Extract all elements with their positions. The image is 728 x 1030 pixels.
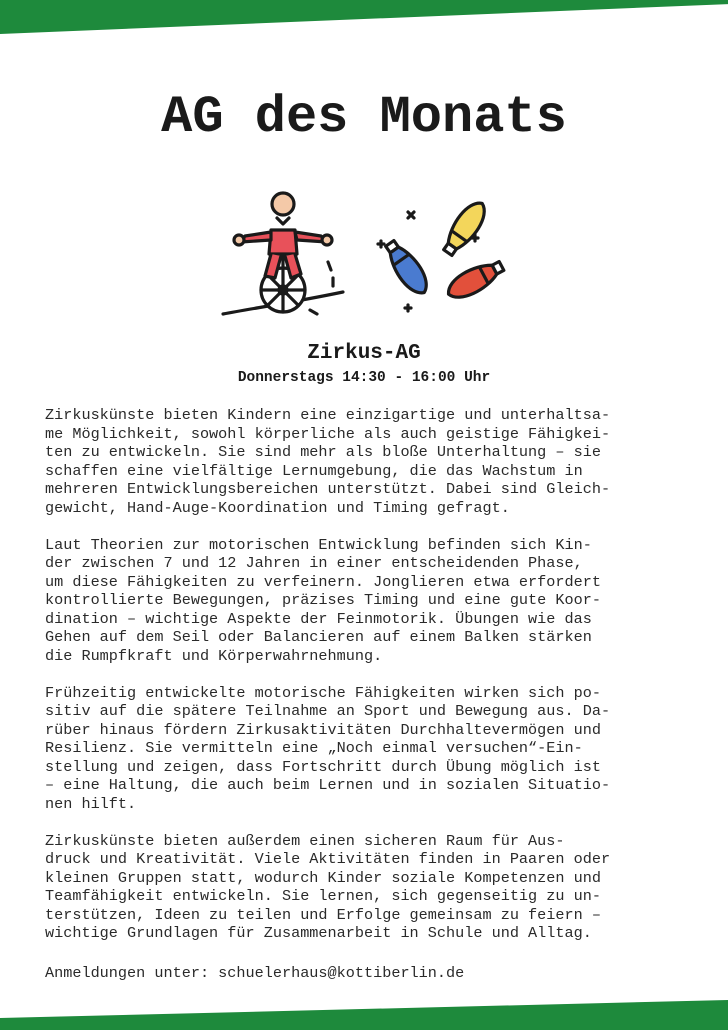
paragraph: [45, 536, 685, 666]
text-line: kontrollierte Bewegungen, präzises Timing und eine gute Koor-: [45, 591, 601, 609]
text-line: wichtige Grundlagen für Zusammenarbeit in Schule und Alltag.: [45, 924, 592, 942]
text-line: Resilienz. Sie vermitteln eine „Noch einmal versuchen“-Ein-: [45, 739, 583, 757]
text-line: der zwischen 7 und 12 Jahren in einer entscheidenden Phase,: [45, 554, 583, 572]
text-line: Zirkuskünste bieten Kindern eine einzigartige und unterhaltsa-: [45, 406, 611, 424]
text-line: Teamfähigkeit entwickeln. Sie lernen, sich gegenseitig zu un-: [45, 887, 601, 905]
text-line: stellung und zeigen, dass Fortschritt durch Übung möglich ist: [45, 757, 601, 776]
text-line: nen hilft.: [45, 794, 137, 813]
unicycle-acrobat-icon: [223, 193, 343, 314]
text-line: rüber hinaus fördern Zirkusaktivitäten Durchhaltevermögen und: [45, 720, 601, 739]
text-line: dination – wichtige Aspekte der Feinmotorik. Übungen wie das: [45, 609, 592, 628]
paragraph-gap: [45, 665, 685, 684]
circus-illustration: [215, 190, 515, 325]
text-line: terstützen, Ideen zu teilen und Erfolge gemeinsam zu feiern –: [45, 905, 601, 924]
text-line: gewicht, Hand-Auge-Koordination und Timing gefragt.: [45, 498, 510, 517]
text-line: Gehen auf dem Seil oder Balancieren auf einem Balken stärken: [45, 628, 592, 646]
text-line: – eine Haltung, die auch beim Lernen und in sozialen Situatio-: [45, 776, 611, 794]
text-line: ten zu entwickeln. Sie sind mehr als bloße Unterhaltung – sie: [45, 443, 601, 461]
paragraph-gap: [45, 813, 685, 832]
top-green-band: [0, 0, 728, 34]
contact-info: Anmeldungen unter: schuelerhaus@kottiberlin.de: [45, 964, 465, 982]
paragraph: [45, 684, 685, 814]
paragraph-gap: [45, 517, 685, 536]
juggling-pins-icon: [378, 197, 507, 311]
paragraph: [45, 832, 685, 943]
text-line: mehreren Entwicklungsbereichen unterstützt. Dabei sind Gleich-: [45, 480, 611, 498]
text-line: Frühzeitig entwickelte motorische Fähigkeiten wirken sich po-: [45, 683, 601, 702]
text-line: die Rumpfkraft und Körperwahrnehmung.: [45, 646, 383, 665]
text-line: druck und Kreativität. Viele Aktivitäten finden in Paaren oder: [45, 850, 611, 868]
text-line: Zirkuskünste bieten außerdem einen sicheren Raum für Aus-: [45, 831, 565, 850]
bottom-green-band: [0, 1000, 728, 1030]
event-name: Zirkus-AG: [307, 342, 421, 365]
text-line: me Möglichkeit, sowohl körperliche als auch geistige Fähigkei-: [45, 424, 611, 443]
text-line: um diese Fähigkeiten zu verfeinern. Jonglieren etwa erfordert: [45, 572, 601, 591]
text-line: Laut Theorien zur motorischen Entwicklung befinden sich Kin-: [45, 535, 592, 554]
page-title: AG des Monats: [161, 88, 567, 147]
paragraph: [45, 406, 685, 517]
text-line: sitiv auf die spätere Teilnahme an Sport und Bewegung aus. Da-: [45, 702, 611, 720]
body-text: [45, 406, 685, 943]
text-line: kleinen Gruppen statt, wodurch Kinder soziale Kompetenzen und: [45, 868, 601, 887]
text-line: schaffen eine vielfältige Lernumgebung, die das Wachstum in: [45, 461, 583, 480]
event-schedule: Donnerstags 14:30 - 16:00 Uhr: [237, 370, 491, 386]
